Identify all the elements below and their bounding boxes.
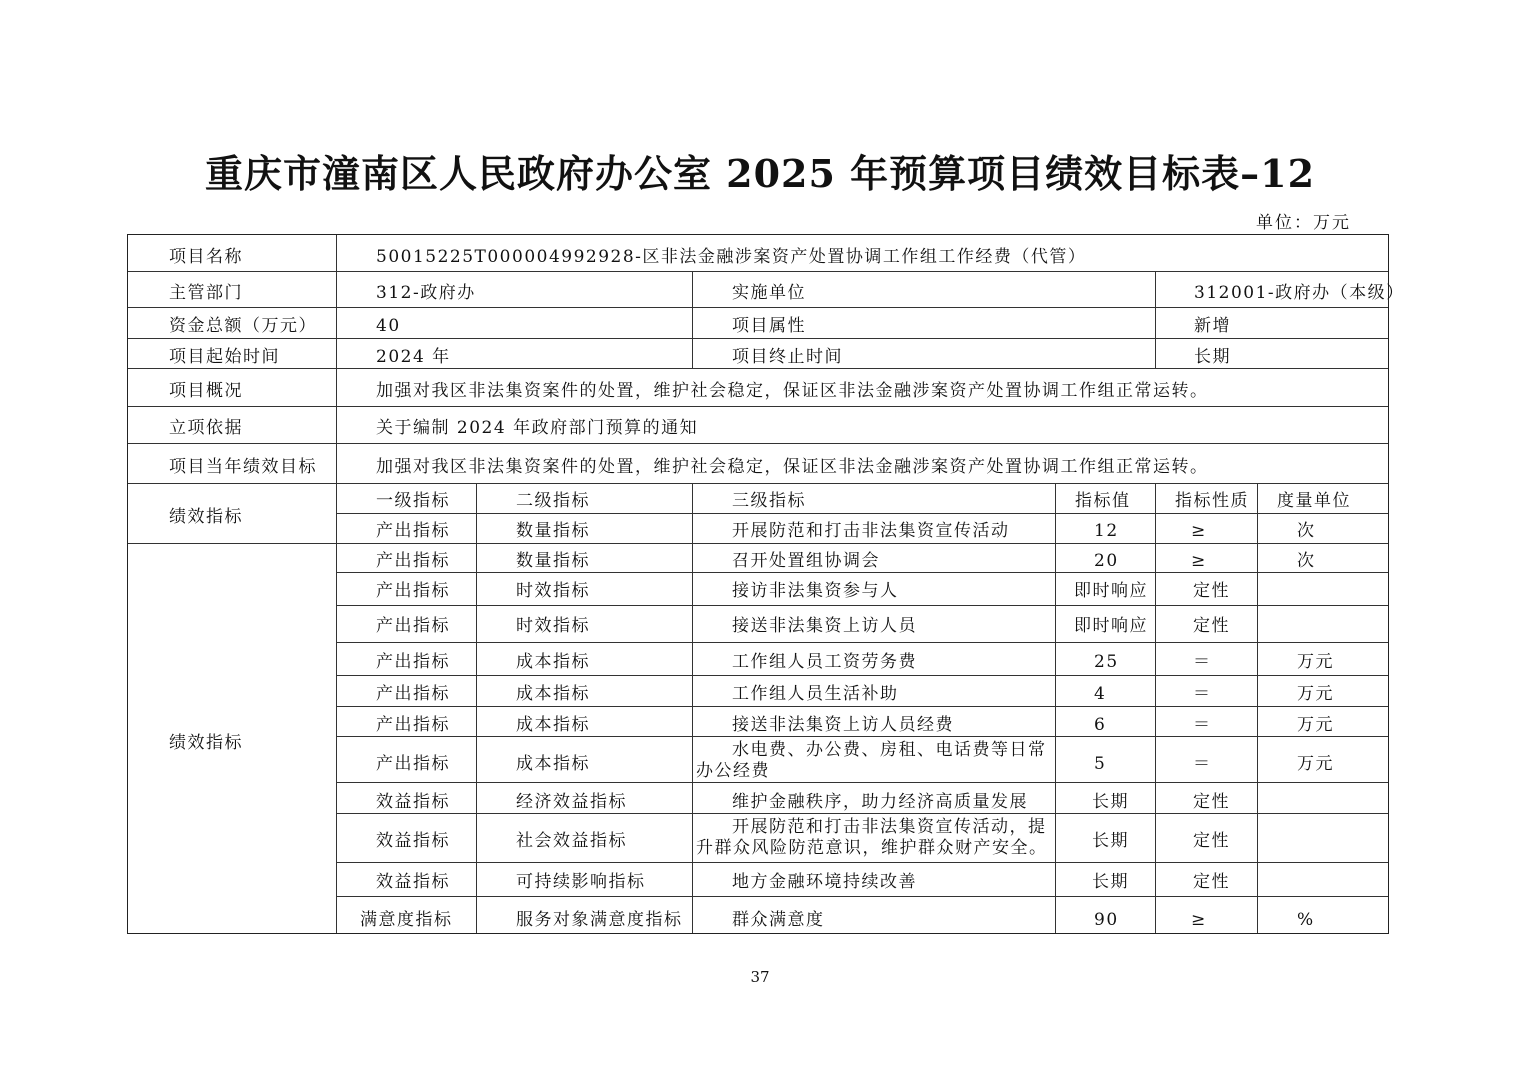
value-cell: 即时响应 <box>1074 616 1148 636</box>
nature-cell: ≥ <box>1191 910 1207 930</box>
row-divider <box>128 338 1388 339</box>
nature-cell: ≥ <box>1191 551 1207 571</box>
level1-cell: 产出指标 <box>376 754 450 774</box>
end-label: 项目终止时间 <box>732 347 843 367</box>
dept-value: 312-政府办 <box>376 283 476 303</box>
header-level2: 二级指标 <box>516 491 590 511</box>
col-divider <box>1155 271 1156 368</box>
col-divider <box>336 235 337 933</box>
start-label: 项目起始时间 <box>169 347 280 367</box>
level2-cell: 社会效益指标 <box>516 831 627 851</box>
overview-label: 项目概况 <box>169 381 243 401</box>
level1-cell: 效益指标 <box>376 831 450 851</box>
level2-cell: 成本指标 <box>516 652 590 672</box>
level2-cell: 成本指标 <box>516 684 590 704</box>
col-divider <box>692 483 693 933</box>
level1-cell: 产出指标 <box>376 551 450 571</box>
goal-value: 加强对我区非法集资案件的处置，维护社会稳定，保证区非法金融涉案资产处置协调工作组正常运转。 <box>376 457 1209 477</box>
header-unit: 度量单位 <box>1277 491 1351 511</box>
col-divider <box>1257 483 1258 933</box>
nature-cell: ≥ <box>1191 521 1207 541</box>
row-divider <box>336 736 1388 737</box>
nature-cell: ＝ <box>1193 715 1212 735</box>
value-cell: 长期 <box>1092 831 1129 851</box>
level1-cell: 效益指标 <box>376 792 450 812</box>
overview-value: 加强对我区非法集资案件的处置，维护社会稳定，保证区非法金融涉案资产处置协调工作组正常运转。 <box>376 381 1209 401</box>
unit-cell: 次 <box>1297 551 1316 571</box>
value-cell: 12 <box>1094 521 1119 541</box>
basis-label: 立项依据 <box>169 418 243 438</box>
level2-cell: 成本指标 <box>516 715 590 735</box>
page-title: 重庆市潼南区人民政府办公室 2025 年预算项目绩效目标表–12 <box>204 151 1316 196</box>
nature-cell: ＝ <box>1193 754 1212 774</box>
unit-label: 单位：万元 <box>1256 213 1351 233</box>
row-divider <box>128 307 1388 308</box>
unit-cell: % <box>1297 910 1315 930</box>
level2-cell: 数量指标 <box>516 551 590 571</box>
value-cell: 25 <box>1094 652 1119 672</box>
indicator-section-label: 绩效指标 <box>169 733 243 753</box>
level2-cell: 经济效益指标 <box>516 792 627 812</box>
value-cell: 90 <box>1094 910 1119 930</box>
fund-label: 资金总额（万元） <box>169 316 317 336</box>
level2-cell: 时效指标 <box>516 581 590 601</box>
row-divider <box>128 483 1388 484</box>
col-divider <box>476 483 477 933</box>
unit-cell: 万元 <box>1297 715 1334 735</box>
dept-label: 主管部门 <box>169 283 243 303</box>
unit-cell: 万元 <box>1297 684 1334 704</box>
level2-cell: 成本指标 <box>516 754 590 774</box>
attr-value: 新增 <box>1194 316 1231 336</box>
level3-cell: 接送非法集资上访人员 <box>732 616 917 636</box>
basis-value: 关于编制 2024 年政府部门预算的通知 <box>376 418 699 438</box>
row-divider <box>336 896 1388 897</box>
level3-cell: 维护金融秩序，助力经济高质量发展 <box>732 792 1028 812</box>
row-divider <box>128 271 1388 272</box>
level3-cell: 召开处置组协调会 <box>732 551 880 571</box>
row-divider <box>336 813 1388 814</box>
unit-cell: 万元 <box>1297 652 1334 672</box>
start-value: 2024 年 <box>376 347 451 367</box>
row-divider <box>128 443 1388 444</box>
value-cell: 20 <box>1094 551 1119 571</box>
col-divider <box>1155 483 1156 933</box>
level1-cell: 产出指标 <box>376 616 450 636</box>
row-divider <box>336 513 1388 514</box>
row-divider <box>336 675 1388 676</box>
fund-value: 40 <box>376 316 401 336</box>
level2-cell: 时效指标 <box>516 616 590 636</box>
level2-cell: 数量指标 <box>516 521 590 541</box>
row-divider <box>128 406 1388 407</box>
value-cell: 6 <box>1094 715 1107 735</box>
nature-cell: 定性 <box>1193 872 1230 892</box>
impl-label: 实施单位 <box>732 283 806 303</box>
end-value: 长期 <box>1194 347 1231 367</box>
value-cell: 长期 <box>1092 872 1129 892</box>
level3-cell: 地方金融环境持续改善 <box>732 872 917 892</box>
nature-cell: 定性 <box>1193 831 1230 851</box>
level3-cell: 水电费、办公费、房租、电话费等日常办公经费 <box>696 740 1047 781</box>
level1-cell: 产出指标 <box>376 652 450 672</box>
value-cell: 4 <box>1094 684 1107 704</box>
level3-cell: 开展防范和打击非法集资宣传活动 <box>732 521 1010 541</box>
value-cell: 长期 <box>1092 792 1129 812</box>
page-number: 37 <box>750 968 770 986</box>
attr-label: 项目属性 <box>732 316 806 336</box>
level3-cell: 工作组人员生活补助 <box>732 684 899 704</box>
nature-cell: 定性 <box>1193 616 1230 636</box>
value-cell: 即时响应 <box>1074 581 1148 601</box>
nature-cell: 定性 <box>1193 581 1230 601</box>
indicator-section-label: 绩效指标 <box>169 507 243 527</box>
project-name-value: 50015225T000004992928-区非法金融涉案资产处置协调工作组工作经费（代管） <box>376 247 1087 267</box>
row-divider <box>336 706 1388 707</box>
col-divider <box>1055 483 1056 933</box>
project-name-label: 项目名称 <box>169 247 243 267</box>
goal-label: 项目当年绩效目标 <box>169 457 317 477</box>
header-level3: 三级指标 <box>732 491 806 511</box>
row-divider <box>336 642 1388 643</box>
header-nature: 指标性质 <box>1175 491 1249 511</box>
level3-cell: 接访非法集资参与人 <box>732 581 899 601</box>
performance-table <box>127 234 1405 934</box>
level3-cell: 开展防范和打击非法集资宣传活动，提升群众风险防范意识，维护群众财产安全。 <box>696 817 1048 858</box>
nature-cell: 定性 <box>1193 792 1230 812</box>
level1-cell: 产出指标 <box>376 521 450 541</box>
impl-value: 312001-政府办（本级） <box>1194 283 1405 303</box>
row-divider <box>128 543 1388 544</box>
unit-cell: 万元 <box>1297 754 1334 774</box>
level1-cell: 满意度指标 <box>360 910 453 930</box>
header-level1: 一级指标 <box>376 491 450 511</box>
level1-cell: 产出指标 <box>376 715 450 735</box>
nature-cell: ＝ <box>1193 684 1212 704</box>
level2-cell: 可持续影响指标 <box>516 872 646 892</box>
row-divider <box>336 572 1388 573</box>
row-divider <box>336 605 1388 606</box>
level3-cell: 接送非法集资上访人员经费 <box>732 715 954 735</box>
unit-cell: 次 <box>1297 521 1316 541</box>
level1-cell: 产出指标 <box>376 684 450 704</box>
row-divider <box>336 782 1388 783</box>
level3-cell: 群众满意度 <box>732 910 825 930</box>
row-divider <box>336 862 1388 863</box>
col-divider <box>692 271 693 368</box>
level1-cell: 产出指标 <box>376 581 450 601</box>
header-value: 指标值 <box>1075 491 1131 511</box>
level2-cell: 服务对象满意度指标 <box>516 910 683 930</box>
row-divider <box>128 368 1388 369</box>
level3-cell: 工作组人员工资劳务费 <box>732 652 917 672</box>
nature-cell: ＝ <box>1193 652 1212 672</box>
level1-cell: 效益指标 <box>376 872 450 892</box>
value-cell: 5 <box>1094 754 1107 774</box>
